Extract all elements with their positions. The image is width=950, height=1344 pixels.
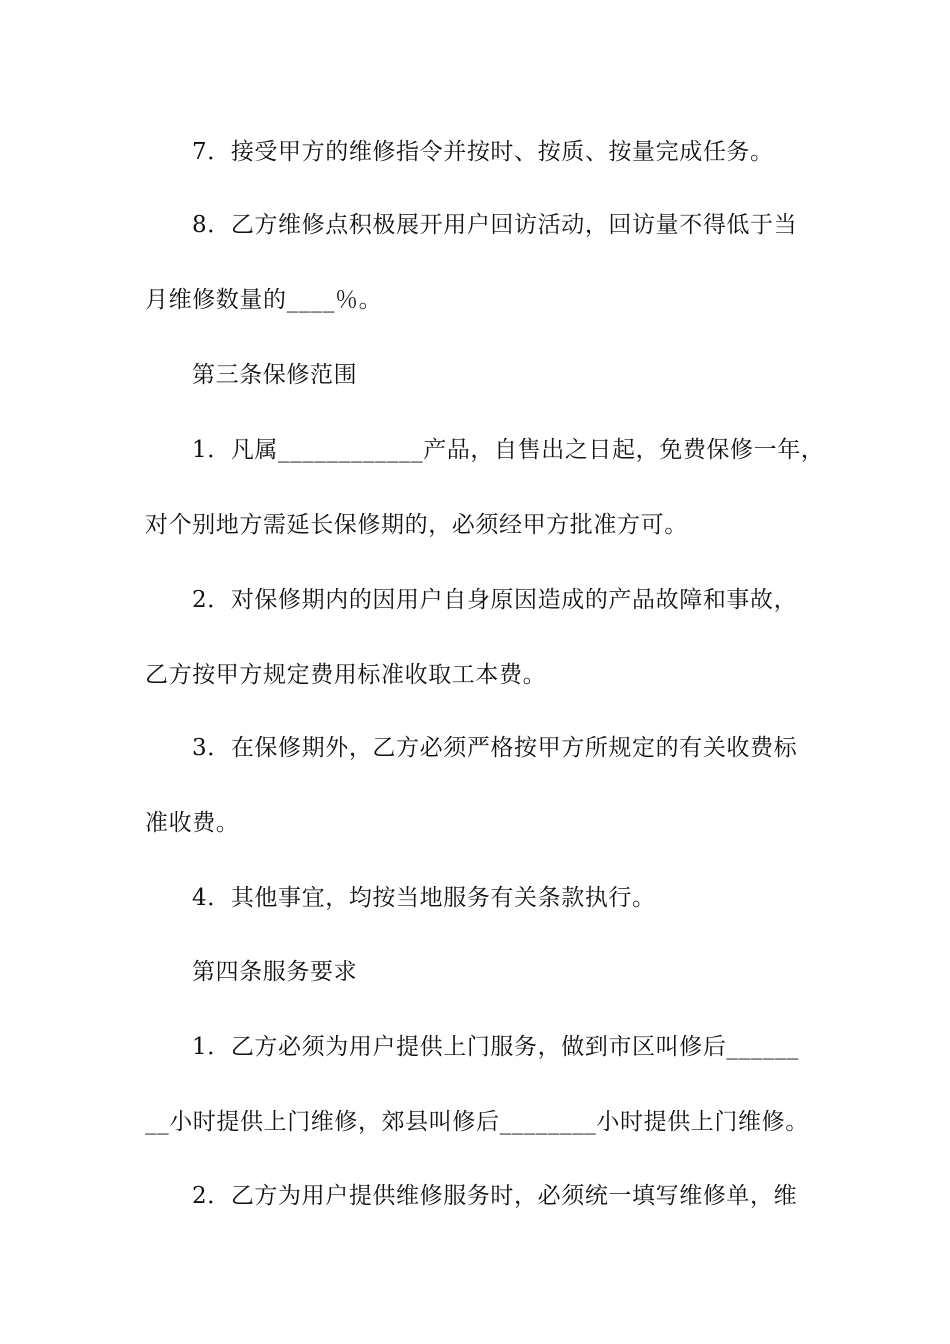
paragraph-line: 7．接受甲方的维修指令并按时、按质、按量完成任务。 — [192, 139, 774, 165]
paragraph-line: 对个别地方需延长保修期的，必须经甲方批准方可。 — [145, 512, 688, 538]
paragraph-line: 1．凡属____________产品，自售出之日起，免费保修一年， — [192, 437, 825, 463]
paragraph-line: 乙方按甲方规定费用标准收取工本费。 — [145, 662, 547, 688]
paragraph-line: 2．乙方为用户提供维修服务时，必须统一填写维修单，维 — [192, 1183, 798, 1209]
section-heading: 第四条服务要求 — [192, 959, 358, 985]
paragraph-line: 2．对保修期内的因用户自身原因造成的产品故障和事故， — [192, 587, 798, 613]
paragraph-line: 准收费。 — [145, 810, 240, 836]
paragraph-line: 4．其他事宜，均按当地服务有关条款执行。 — [192, 885, 656, 911]
paragraph-line: __小时提供上门维修，郊县叫修后________小时提供上门维修。 — [145, 1109, 809, 1135]
paragraph-line: 月维修数量的____％。 — [145, 287, 383, 313]
paragraph-line: 8．乙方维修点积极展开用户回访活动，回访量不得低于当 — [192, 212, 798, 238]
section-heading: 第三条保修范围 — [192, 362, 358, 388]
paragraph-line: 1．乙方必须为用户提供上门服务，做到市区叫修后______ — [192, 1034, 800, 1060]
paragraph-line: 3．在保修期外，乙方必须严格按甲方所规定的有关收费标 — [192, 735, 798, 761]
